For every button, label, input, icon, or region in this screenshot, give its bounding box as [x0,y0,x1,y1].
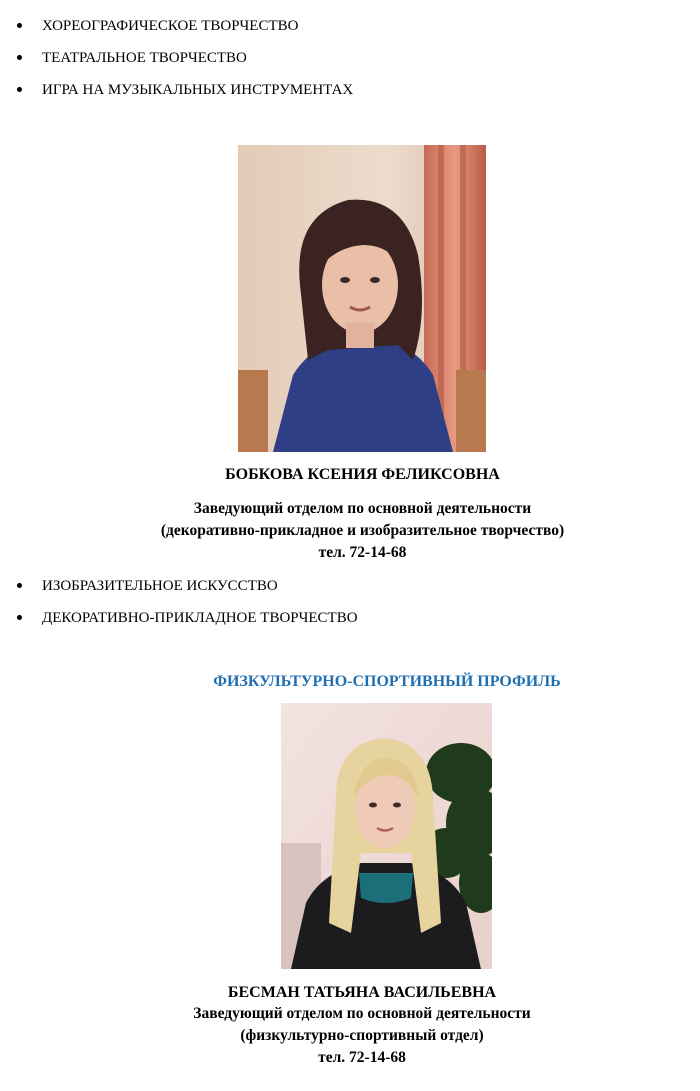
person-department: (физкультурно-спортивный отдел) [240,1027,484,1044]
portrait-image [281,703,492,969]
activity-list-top [0,10,353,106]
list-item: ТЕАТРАЛЬНОЕ ТВОРЧЕСТВО [0,42,353,74]
portrait-image [238,145,486,452]
list-item: ХОРЕОГРАФИЧЕСКОЕ ТВОРЧЕСТВО [0,10,353,42]
person-department: (декоративно-прикладное и изобразительное творчество) [160,522,565,539]
list-item: ИГРА НА МУЗЫКАЛЬНЫХ ИНСТРУМЕНТАХ [0,74,353,106]
person-info-bobkova [0,498,700,564]
list-item: ДЕКОРАТИВНО-ПРИКЛАДНОЕ ТВОРЧЕСТВО [0,602,358,634]
person-position: Заведующий отделом по основной деятельности [193,1005,531,1022]
list-item: ИЗОБРАЗИТЕЛЬНОЕ ИСКУССТВО [0,570,358,602]
activity-list-middle [0,570,358,634]
person-phone: тел. 72-14-68 [318,1049,406,1066]
person-phone: тел. 72-14-68 [318,544,407,561]
person-name-bobkova: БОБКОВА КСЕНИЯ ФЕЛИКСОВНА [225,466,500,483]
portrait-photo-besman [281,703,492,969]
portrait-photo-bobkova [238,145,486,452]
person-name-besman: БЕСМАН ТАТЬЯНА ВАСИЛЬЕВНА [227,984,497,1001]
person-info-besman [0,1003,700,1069]
person-position: Заведующий отделом по основной деятельности [193,500,532,517]
section-title: ФИЗКУЛЬТУРНО-СПОРТИВНЫЙ ПРОФИЛЬ [213,673,561,690]
